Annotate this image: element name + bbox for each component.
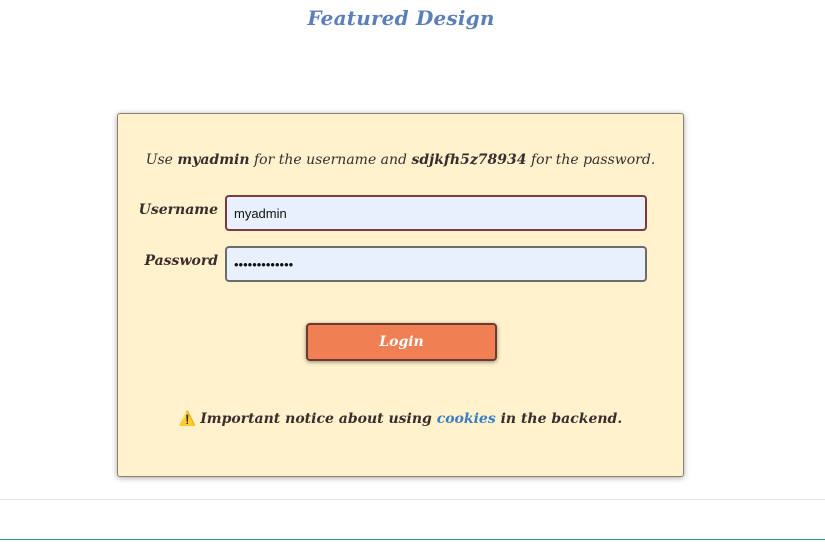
login-button[interactable]: Login — [306, 323, 497, 361]
credentials-hint — [118, 152, 683, 168]
notice-text-after: in the backend. — [495, 411, 623, 427]
notice-text-before: Important notice about using — [200, 411, 437, 427]
hint-username: myadmin — [177, 152, 250, 168]
username-input[interactable] — [225, 195, 647, 231]
footer-divider — [0, 539, 825, 540]
hint-suffix: for the password. — [526, 152, 656, 168]
login-panel — [117, 113, 684, 477]
page-title: Featured Design — [307, 6, 495, 30]
divider — [0, 499, 825, 500]
cookies-link[interactable]: cookies — [436, 411, 496, 427]
hint-middle: for the username and — [249, 152, 412, 168]
hint-prefix: Use — [145, 152, 178, 168]
hint-password: sdjkfh5z78934 — [411, 152, 527, 168]
password-label: Password — [144, 253, 218, 269]
password-input[interactable] — [225, 246, 647, 282]
warning-icon: ⚠️ — [178, 411, 197, 427]
username-label: Username — [138, 202, 218, 218]
cookie-notice — [118, 411, 683, 427]
